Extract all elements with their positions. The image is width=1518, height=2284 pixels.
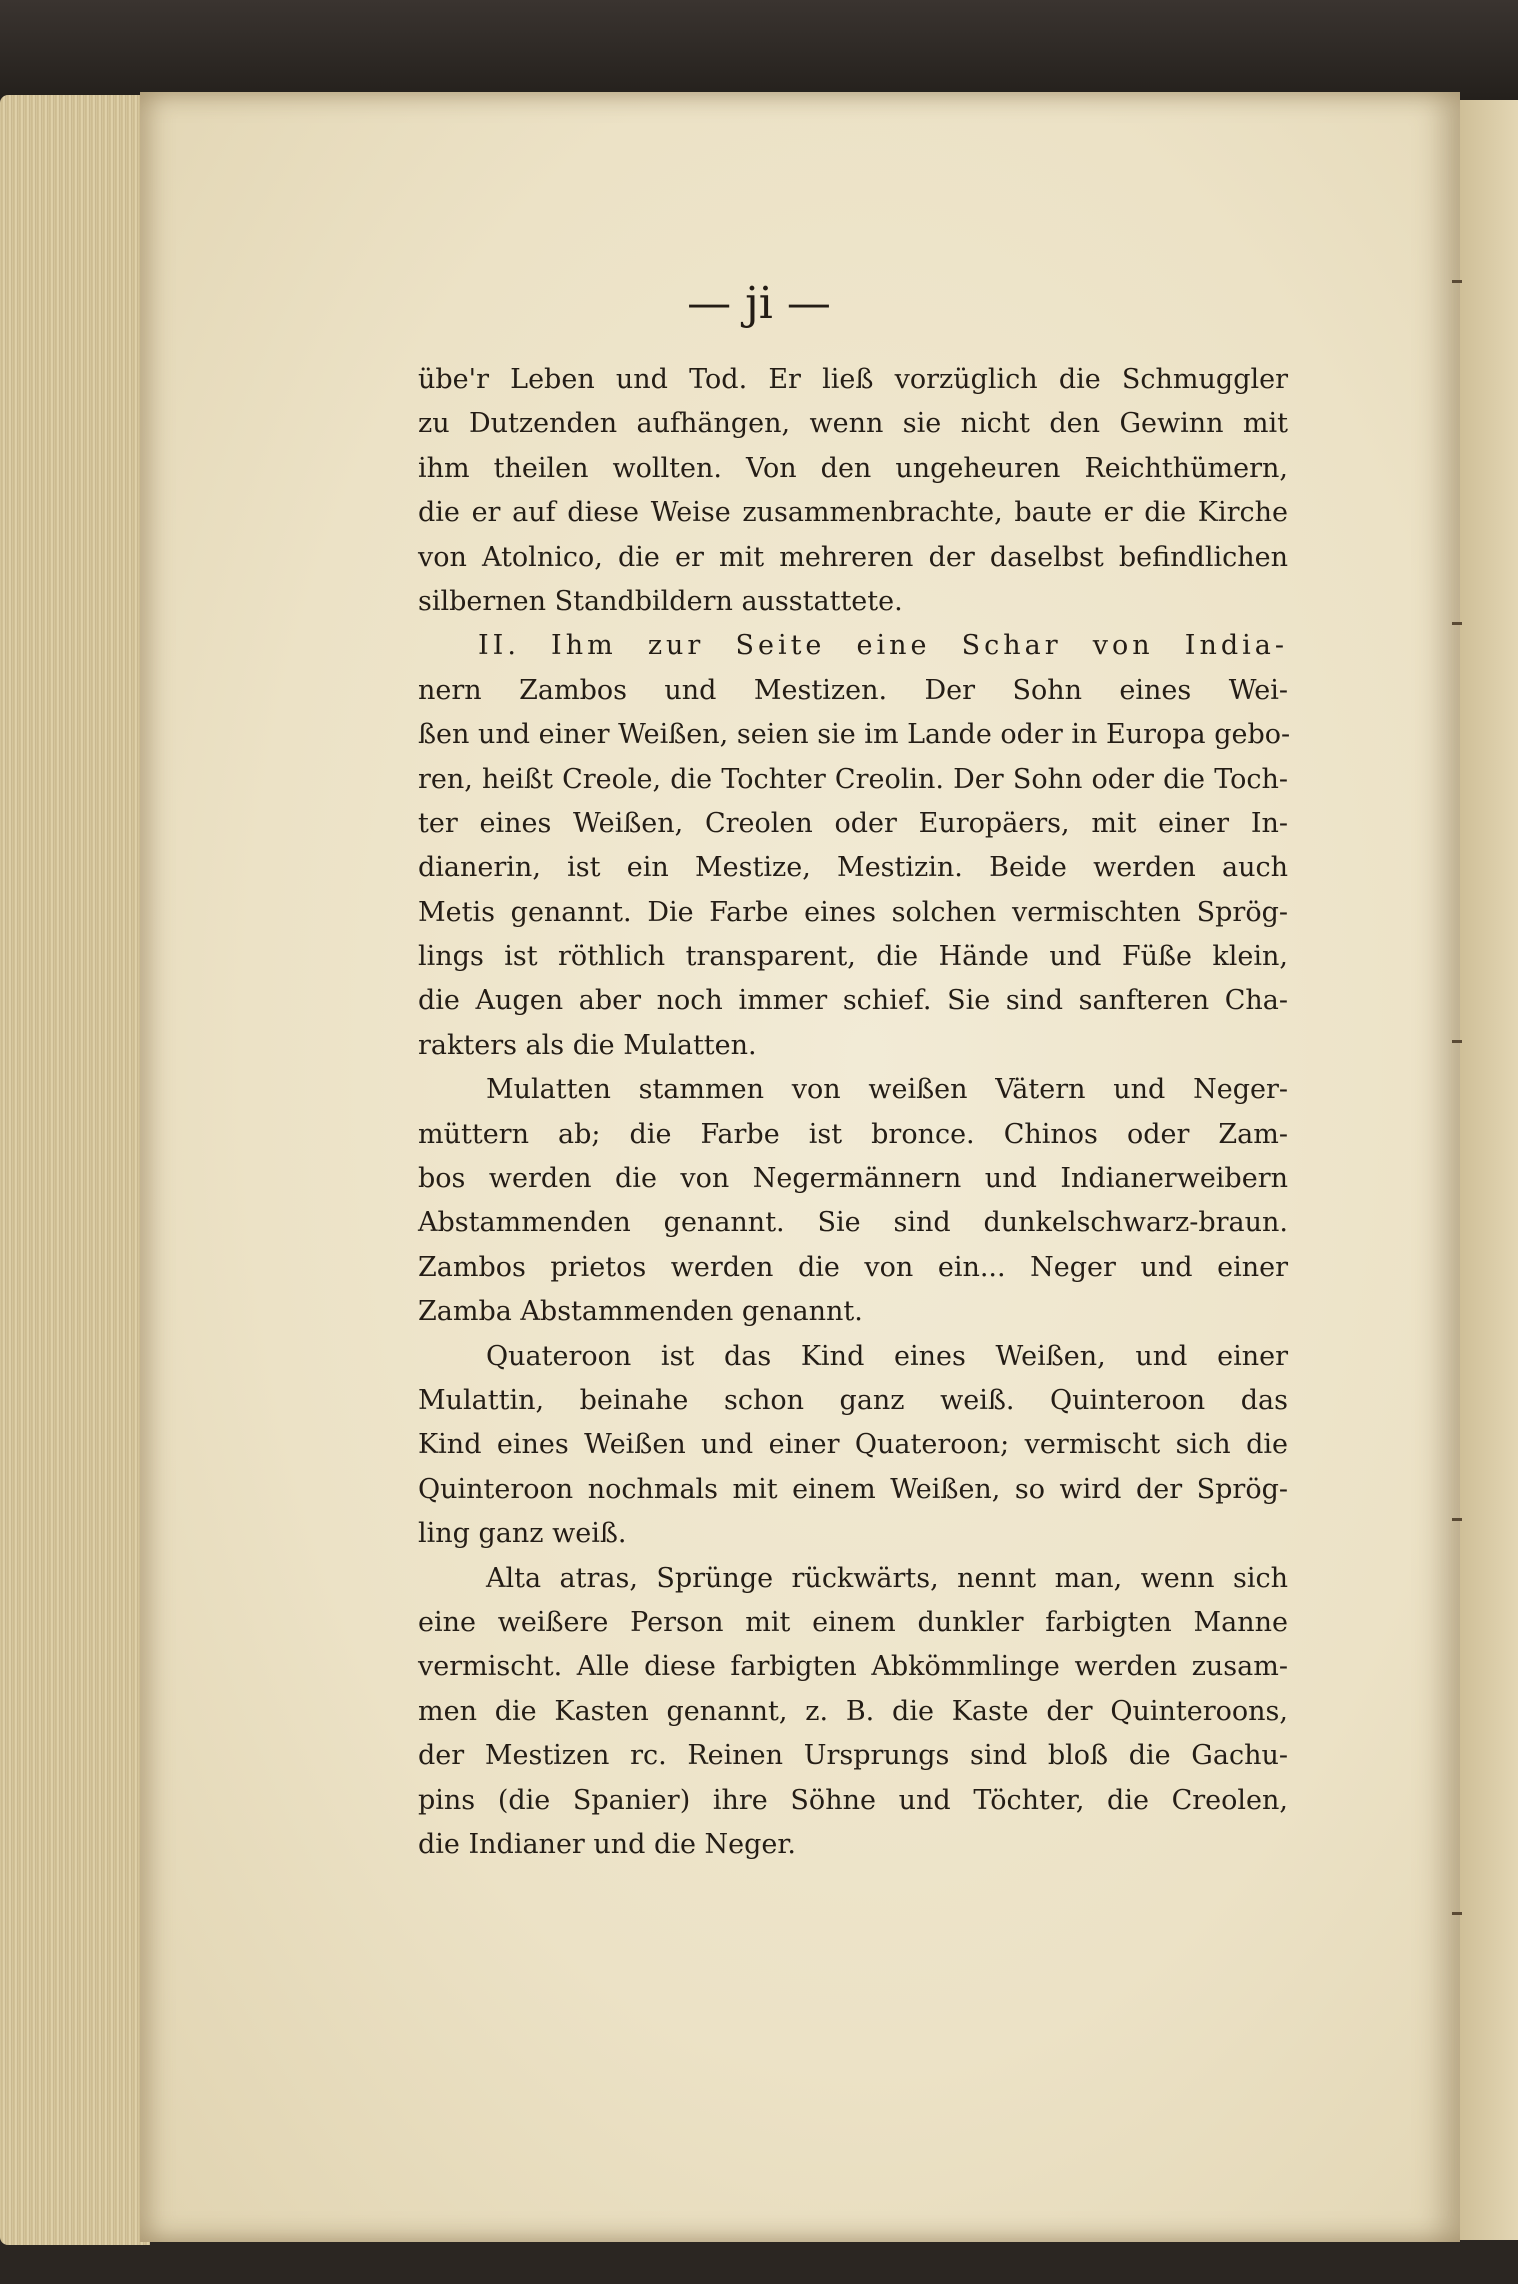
text-line: die Indianer und die Neger. [418,1828,796,1860]
text-line: lings ist röthlich transparent, die Hände und Füße klein, [418,941,1288,973]
facing-page-edge [1455,100,1518,2240]
book-binding-top [0,0,1518,100]
text-line: Zamba Abstammenden genannt. [418,1296,863,1328]
margin-mark [1452,622,1462,625]
text-line: eine weißere Person mit einem dunkler farbigten Manne [418,1606,1288,1638]
text-line: bos werden die von Negermännern und Indianerweibern [418,1163,1288,1195]
text-line: müttern ab; die Farbe ist bronce. Chinos oder Zam- [418,1118,1288,1150]
text-line: nern Zambos und Mestizen. Der Sohn eines Wei- [418,674,1288,706]
page-number: — ji — [687,278,831,329]
text-line: der Mestizen rc. Reinen Ursprungs sind bloß die Gachu- [418,1740,1288,1772]
text-line: pins (die Spanier) ihre Söhne und Töchter, die Creolen, [418,1784,1288,1816]
text-line: men die Kasten genannt, z. B. die Kaste der Quinteroons, [418,1695,1288,1727]
text-line: vermischt. Alle diese farbigten Abkömmlinge werden zusam- [418,1651,1288,1683]
margin-mark [1452,1912,1462,1915]
text-line: Alta atras, Sprünge rückwärts, nennt man, wenn sich [486,1562,1288,1594]
text-line: ßen und einer Weißen, seien sie im Lande oder in Europa gebo- [418,719,1291,751]
text-line: die Augen aber noch immer schief. Sie sind sanfteren Cha- [418,985,1288,1017]
text-line: von Atolnico, die er mit mehreren der daselbst befindlichen [418,541,1288,573]
text-line: Mulatten stammen von weißen Vätern und Neger- [486,1074,1288,1106]
page-body [418,358,1291,1867]
page-edges-left [0,95,150,2245]
text-line: Zambos prietos werden die von ein... Neger und einer [418,1251,1288,1283]
text-line: Abstammenden genannt. Sie sind dunkelschwarz-braun. [418,1207,1288,1239]
text-line: ling ganz weiß. [418,1518,627,1550]
text-line: übe'r Leben und Tod. Er ließ vorzüglich die Schmuggler [418,364,1288,395]
margin-mark [1452,1518,1462,1521]
text-line: ter eines Weißen, Creolen oder Europäers, mit einer In- [418,807,1288,839]
text-line: ihm theilen wollten. Von den ungeheuren Reichthümern, [418,452,1288,484]
text-line: dianerin, ist ein Mestize, Mestizin. Beide werden auch [418,852,1288,884]
text-line: rakters als die Mulatten. [418,1029,757,1061]
text-line: Quateroon ist das Kind eines Weißen, und einer [486,1340,1288,1372]
text-line: Metis genannt. Die Farbe eines solchen vermischten Sprög- [418,896,1288,928]
text-line: die er auf diese Weise zusammenbrachte, baute er die Kirche [418,497,1288,529]
text-line: Kind eines Weißen und einer Quateroon; vermischt sich die [418,1429,1288,1461]
text-line: silbernen Standbildern ausstattete. [418,585,903,617]
text-line: zu Dutzenden aufhängen, wenn sie nicht den Gewinn mit [418,408,1288,440]
text-line: ren, heißt Creole, die Tochter Creolin. Der Sohn oder die Toch- [418,763,1288,795]
text-line: Mulattin, beinahe schon ganz weiß. Quinteroon das [418,1384,1288,1416]
text-line: II. Ihm zur Seite eine Schar von India- [478,630,1288,662]
margin-mark [1452,1040,1462,1043]
text-line: Quinteroon nochmals mit einem Weißen, so wird der Sprög- [418,1473,1288,1505]
